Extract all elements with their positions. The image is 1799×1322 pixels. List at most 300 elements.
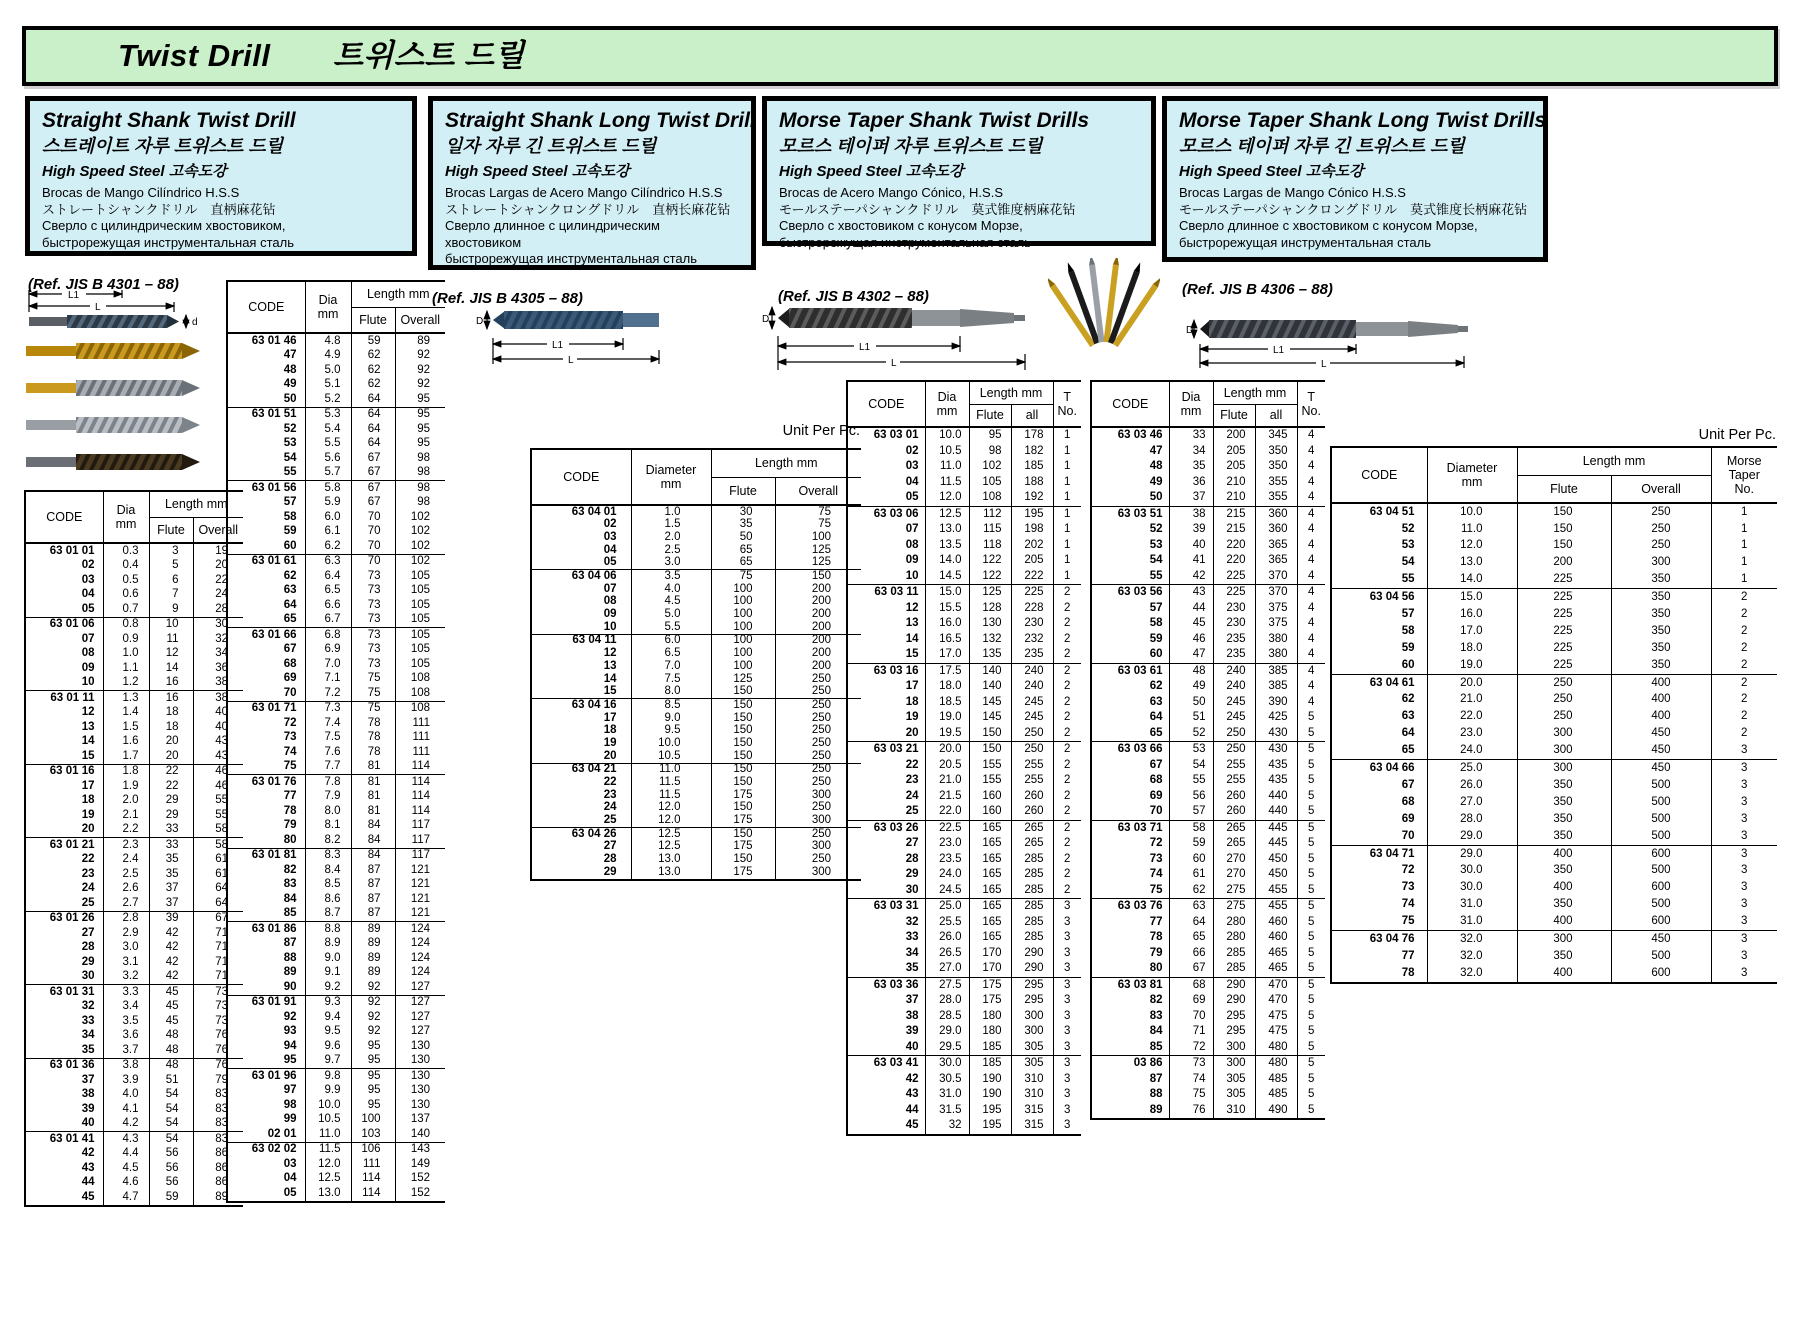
code-cell: 63 xyxy=(1091,695,1169,711)
dia-cell: 12.5 xyxy=(305,1172,351,1187)
dia-cell: 5.7 xyxy=(305,466,351,481)
overall-cell: 285 xyxy=(1011,852,1053,868)
table-row xyxy=(1331,726,1777,743)
code-cell: 63 01 41 xyxy=(25,1132,103,1147)
tno-cell: 4 xyxy=(1308,601,1315,614)
table-row xyxy=(1091,852,1325,868)
flute-cell: 62 xyxy=(351,378,395,393)
table-row xyxy=(1331,896,1777,913)
flute-cell: 95 xyxy=(351,1084,395,1099)
flute-cell: 45 xyxy=(149,985,193,1000)
flute-cell: 100 xyxy=(711,648,775,661)
flute-cell: 165 xyxy=(969,915,1011,931)
dia-cell: 7.8 xyxy=(305,775,351,790)
overall-cell: 95 xyxy=(395,407,445,422)
flute-cell: 56 xyxy=(149,1161,193,1176)
tno-cell: 3 xyxy=(1064,994,1071,1006)
section2-unit-per-pc-label: Unit Per Pc. xyxy=(782,423,860,439)
flute-cell: 295 xyxy=(1213,1009,1255,1025)
code-cell: 07 xyxy=(531,583,631,596)
tno-cell: 3 xyxy=(1741,829,1748,842)
overall-cell: 92 xyxy=(417,378,430,390)
overall-cell: 127 xyxy=(410,980,430,993)
overall-cell: 40 xyxy=(215,706,228,718)
flute-cell: 62 xyxy=(351,349,395,364)
overall-cell: 315 xyxy=(1011,1103,1053,1119)
table-row xyxy=(227,657,445,672)
tno-cell: 4 xyxy=(1297,427,1325,444)
code-cell: 75 xyxy=(227,760,305,775)
dia-cell: 33 xyxy=(1169,427,1213,444)
table-row xyxy=(1091,585,1325,601)
dim-label-l1: L1 xyxy=(552,340,564,351)
dia-cell: 0.9 xyxy=(103,632,149,647)
flute-cell: 170 xyxy=(969,961,1011,977)
code-cell: 63 03 01 xyxy=(847,427,925,444)
code-cell: 15 xyxy=(531,686,631,699)
table-row xyxy=(1091,569,1325,585)
flute-cell: 150 xyxy=(969,742,1011,758)
tno-cell: 5 xyxy=(1308,1009,1315,1022)
section2-title-ko: 일자 자루 긴 트위스트 드릴 xyxy=(445,136,657,156)
flute-cell: 200 xyxy=(1517,555,1611,572)
overall-cell: 46 xyxy=(193,764,243,779)
code-cell: 63 01 91 xyxy=(227,995,305,1010)
code-cell: 02 xyxy=(25,559,103,574)
code-cell: 68 xyxy=(227,657,305,672)
overall-cell: 205 xyxy=(1011,553,1053,569)
code-cell: 35 xyxy=(847,961,925,977)
overall-cell: 285 xyxy=(1011,899,1053,915)
overall-cell: 465 xyxy=(1255,961,1297,977)
dia-cell: 8.3 xyxy=(305,848,351,863)
table-row xyxy=(25,691,243,706)
code-cell: 29 xyxy=(531,866,631,880)
dia-cell: 23.0 xyxy=(1427,726,1517,743)
dia-cell: 1.4 xyxy=(103,706,149,721)
code-cell: 63 03 81 xyxy=(1091,977,1169,993)
code-cell: 58 xyxy=(227,510,305,525)
col-header-dia: Dia mm xyxy=(1169,381,1213,427)
tno-cell: 2 xyxy=(1711,674,1777,691)
overall-cell: 98 xyxy=(417,451,430,464)
tno-cell: 1 xyxy=(1064,475,1071,488)
dia-cell: 24.0 xyxy=(1427,742,1517,759)
code-cell: 63 01 46 xyxy=(227,333,305,349)
section1-drill-photos xyxy=(24,336,216,488)
code-cell: 17 xyxy=(531,712,631,725)
code-cell: 63 01 61 xyxy=(227,554,305,569)
overall-cell: 124 xyxy=(410,937,430,949)
flute-cell: 29 xyxy=(149,794,193,809)
table-row xyxy=(1331,572,1777,589)
flute-cell: 122 xyxy=(969,569,1011,585)
table-row xyxy=(847,899,1081,915)
overall-cell: 95 xyxy=(417,422,430,435)
table-row xyxy=(847,538,1081,554)
overall-cell: 202 xyxy=(1011,538,1053,554)
dia-cell: 46 xyxy=(1169,632,1213,648)
dia-cell: 54 xyxy=(1169,758,1213,774)
dia-cell: 9.0 xyxy=(305,951,351,966)
table-row xyxy=(227,363,445,378)
overall-cell: 260 xyxy=(1011,804,1053,820)
table-row xyxy=(227,1010,445,1025)
table-row xyxy=(25,661,243,676)
dia-cell: 26.0 xyxy=(1427,777,1517,794)
dia-cell: 4.3 xyxy=(103,1132,149,1147)
table-row xyxy=(1091,930,1325,946)
dim-label-l: L xyxy=(1321,359,1327,370)
flute-cell: 95 xyxy=(351,1039,395,1054)
code-cell: 75 xyxy=(1091,883,1169,899)
table-row xyxy=(227,819,445,834)
overall-cell: 149 xyxy=(410,1157,430,1170)
table-row xyxy=(227,790,445,805)
code-cell: 14 xyxy=(25,735,103,750)
flute-cell: 150 xyxy=(711,776,775,789)
table-row xyxy=(227,539,445,554)
overall-cell: 360 xyxy=(1255,506,1297,522)
overall-cell: 250 xyxy=(811,801,831,814)
overall-cell: 178 xyxy=(1011,427,1053,444)
table-row xyxy=(847,820,1081,836)
code-cell: 63 01 06 xyxy=(25,617,103,632)
dia-cell: 7.5 xyxy=(305,731,351,746)
code-cell: 85 xyxy=(227,907,305,922)
code-cell: 93 xyxy=(227,1025,305,1040)
code-cell: 63 04 71 xyxy=(1331,845,1427,862)
table-row xyxy=(25,1190,243,1206)
overall-cell: 450 xyxy=(1255,852,1297,868)
dia-cell: 22.0 xyxy=(1427,709,1517,726)
flute-cell: 155 xyxy=(969,773,1011,789)
section3-description-lines xyxy=(779,185,1139,251)
table-row xyxy=(847,1009,1081,1025)
flute-cell: 180 xyxy=(969,1009,1011,1025)
dia-cell: 22.0 xyxy=(925,804,969,820)
dia-cell: 9.5 xyxy=(305,1025,351,1040)
table-row xyxy=(227,745,445,760)
overall-cell: 455 xyxy=(1255,899,1297,915)
table-row xyxy=(1331,555,1777,572)
flute-cell: 240 xyxy=(1213,663,1255,679)
code-cell: 82 xyxy=(227,863,305,878)
tno-cell: 1 xyxy=(1064,538,1071,551)
tno-cell: 4 xyxy=(1308,648,1315,660)
table-row xyxy=(25,1029,243,1044)
table-row xyxy=(847,475,1081,491)
flute-cell: 225 xyxy=(1517,572,1611,589)
overall-cell: 450 xyxy=(1611,931,1711,948)
overall-cell: 490 xyxy=(1255,1103,1297,1120)
flute-cell: 150 xyxy=(711,802,775,815)
table-row xyxy=(25,706,243,721)
flute-cell: 92 xyxy=(351,995,395,1010)
code-cell: 68 xyxy=(1091,773,1169,789)
flute-cell: 190 xyxy=(969,1072,1011,1088)
overall-cell: 28 xyxy=(215,602,228,615)
header-line: хвостовиком xyxy=(445,234,522,250)
flute-cell: 300 xyxy=(1517,742,1611,759)
code-cell: 63 01 81 xyxy=(227,848,305,863)
overall-cell: 435 xyxy=(1255,758,1297,774)
code-cell: 63 04 16 xyxy=(531,699,631,712)
code-cell: 63 03 41 xyxy=(847,1056,925,1072)
dia-cell: 12.5 xyxy=(631,828,711,841)
dia-cell: 0.6 xyxy=(103,588,149,603)
flute-cell: 160 xyxy=(969,789,1011,805)
col-header-flute: Flute xyxy=(149,517,193,543)
flute-cell: 37 xyxy=(149,882,193,897)
table-row xyxy=(531,750,861,763)
overall-cell: 24 xyxy=(215,588,228,600)
code-cell: 55 xyxy=(227,466,305,481)
col-header-overall: Overall xyxy=(395,307,445,333)
table-row xyxy=(227,878,445,893)
flute-cell: 255 xyxy=(1213,758,1255,774)
dia-cell: 6.7 xyxy=(305,613,351,628)
flute-cell: 9 xyxy=(149,602,193,617)
dia-cell: 20.5 xyxy=(925,758,969,774)
code-cell: 84 xyxy=(227,892,305,907)
dia-cell: 12.0 xyxy=(631,802,711,815)
section1-description-lines xyxy=(42,185,400,251)
table-row xyxy=(847,993,1081,1009)
tno-cell: 3 xyxy=(1064,1088,1071,1100)
flute-cell: 35 xyxy=(711,519,775,532)
dia-cell: 28.5 xyxy=(925,1009,969,1025)
dia-cell: 57 xyxy=(1169,804,1213,820)
overall-cell: 475 xyxy=(1255,1024,1297,1040)
flute-cell: 210 xyxy=(1213,490,1255,506)
dia-cell: 7.1 xyxy=(305,672,351,687)
table-row xyxy=(25,764,243,779)
tno-cell: 3 xyxy=(1741,949,1748,962)
dia-cell: 2.8 xyxy=(103,911,149,926)
flute-cell: 100 xyxy=(351,1113,395,1128)
table-row xyxy=(1331,692,1777,709)
code-cell: 47 xyxy=(227,349,305,364)
overall-cell: 310 xyxy=(1011,1072,1053,1088)
code-cell: 09 xyxy=(847,553,925,569)
flute-cell: 160 xyxy=(969,804,1011,820)
table-row xyxy=(227,775,445,790)
table-row xyxy=(227,1113,445,1128)
code-cell: 03 xyxy=(531,531,631,544)
dia-cell: 3.2 xyxy=(103,970,149,985)
flute-cell: 81 xyxy=(351,775,395,790)
overall-cell: 182 xyxy=(1011,444,1053,460)
overall-cell: 140 xyxy=(410,1127,430,1140)
overall-cell: 350 xyxy=(1611,640,1711,657)
overall-cell: 117 xyxy=(411,833,430,846)
tno-cell: 2 xyxy=(1064,648,1071,660)
overall-cell: 315 xyxy=(1011,1118,1053,1135)
dia-cell: 9.5 xyxy=(631,725,711,738)
dia-cell: 2.5 xyxy=(103,867,149,882)
dia-cell: 19.5 xyxy=(925,726,969,742)
code-cell: 63 03 26 xyxy=(847,820,925,836)
header-line: Сверло длинное с хвостовиком с конусом Морзе, xyxy=(1179,218,1478,233)
dia-cell: 13.5 xyxy=(925,538,969,554)
code-cell: 03 86 xyxy=(1091,1056,1169,1072)
flute-cell: 118 xyxy=(969,538,1011,554)
dia-cell: 12.5 xyxy=(925,506,969,522)
code-cell: 58 xyxy=(1091,616,1169,632)
overall-cell: 250 xyxy=(811,853,831,866)
overall-cell: 230 xyxy=(1011,616,1053,632)
flute-cell: 67 xyxy=(351,496,395,511)
col-header-code: CODE xyxy=(25,491,103,543)
dia-cell: 8.4 xyxy=(305,863,351,878)
code-cell: 63 03 36 xyxy=(847,977,925,993)
flute-cell: 300 xyxy=(1213,1056,1255,1072)
flute-cell: 95 xyxy=(351,1054,395,1069)
overall-cell: 64 xyxy=(215,882,228,894)
table-row xyxy=(1331,777,1777,794)
dia-cell: 22.5 xyxy=(925,820,969,836)
tno-cell: 3 xyxy=(1053,899,1081,915)
overall-cell: 58 xyxy=(215,823,228,835)
table-row xyxy=(1331,760,1777,777)
table-row xyxy=(25,573,243,588)
flute-cell: 150 xyxy=(711,725,775,738)
table-row xyxy=(25,823,243,838)
tno-cell: 4 xyxy=(1297,585,1325,601)
dia-cell: 30.0 xyxy=(1427,880,1517,897)
dia-cell: 29.0 xyxy=(925,1024,969,1040)
code-cell: 02 01 xyxy=(227,1127,305,1142)
flute-cell: 225 xyxy=(1517,657,1611,674)
overall-cell: 108 xyxy=(410,672,430,684)
code-cell: 63 04 11 xyxy=(531,634,631,647)
overall-cell: 250 xyxy=(811,736,831,749)
table-row xyxy=(1331,794,1777,811)
taper-shank-drill-icon xyxy=(1200,320,1468,338)
table-row xyxy=(1091,1087,1325,1103)
dia-cell: 34 xyxy=(1169,444,1213,460)
code-cell: 63 xyxy=(227,584,305,599)
table-row xyxy=(1091,773,1325,789)
dia-cell: 11.0 xyxy=(1427,521,1517,538)
dia-cell: 31.0 xyxy=(925,1087,969,1103)
dia-cell: 30.0 xyxy=(925,1056,969,1072)
table-row xyxy=(847,1024,1081,1040)
dia-cell: 1.7 xyxy=(103,749,149,764)
table-row xyxy=(847,915,1081,931)
code-cell: 63 01 11 xyxy=(25,691,103,706)
code-cell: 65 xyxy=(1331,742,1427,759)
table-row xyxy=(25,1102,243,1117)
flute-cell: 265 xyxy=(1213,836,1255,852)
dia-cell: 64 xyxy=(1169,915,1213,931)
dia-cell: 4.1 xyxy=(103,1102,149,1117)
tno-cell: 5 xyxy=(1297,977,1325,993)
header-line: Brocas Largas de Mango Cónico H.S.S xyxy=(1179,185,1406,200)
tno-cell: 2 xyxy=(1741,710,1748,723)
code-cell: 63 xyxy=(1331,709,1427,726)
table-row xyxy=(25,911,243,926)
dia-cell: 1.9 xyxy=(103,779,149,794)
code-cell: 38 xyxy=(847,1009,925,1025)
overall-cell: 600 xyxy=(1611,965,1711,983)
flute-cell: 84 xyxy=(351,819,395,834)
flute-cell: 65 xyxy=(711,544,775,557)
overall-cell: 250 xyxy=(811,711,831,724)
overall-cell: 55 xyxy=(215,808,228,821)
code-cell: 63 04 56 xyxy=(1331,589,1427,606)
code-cell: 15 xyxy=(25,749,103,764)
dia-cell: 4.9 xyxy=(305,349,351,364)
code-cell: 63 03 21 xyxy=(847,742,925,758)
table-row xyxy=(1091,742,1325,758)
table-row xyxy=(531,596,861,609)
code-cell: 85 xyxy=(1091,1040,1169,1056)
table-row xyxy=(1091,836,1325,852)
flute-cell: 54 xyxy=(149,1102,193,1117)
code-cell: 34 xyxy=(25,1029,103,1044)
flute-cell: 56 xyxy=(149,1176,193,1191)
dia-cell: 6.5 xyxy=(305,584,351,599)
code-cell: 63 01 21 xyxy=(25,838,103,853)
flute-cell: 7 xyxy=(149,588,193,603)
overall-cell: 98 xyxy=(395,481,445,496)
overall-cell: 38 xyxy=(193,691,243,706)
overall-cell: 79 xyxy=(215,1073,228,1086)
flute-cell: 64 xyxy=(351,407,395,422)
tno-cell: 2 xyxy=(1053,742,1081,758)
code-cell: 19 xyxy=(25,808,103,823)
dia-cell: 6.4 xyxy=(305,569,351,584)
header-line: Сверло длинное с цилиндрическим xyxy=(445,218,660,233)
table-row xyxy=(531,725,861,738)
table-row xyxy=(847,663,1081,679)
flute-cell: 300 xyxy=(1517,931,1611,948)
overall-cell: 98 xyxy=(417,496,430,508)
tno-cell: 2 xyxy=(1741,624,1748,637)
flute-cell: 78 xyxy=(351,731,395,746)
dia-cell: 11.0 xyxy=(925,459,969,475)
table-row xyxy=(227,1098,445,1113)
overall-cell: 285 xyxy=(1011,915,1053,931)
code-cell: 29 xyxy=(25,955,103,970)
tno-cell: 5 xyxy=(1308,931,1315,943)
table-row xyxy=(227,554,445,569)
table-row xyxy=(847,1118,1081,1135)
dia-cell: 9.8 xyxy=(305,1069,351,1084)
flute-cell: 92 xyxy=(351,980,395,995)
flute-cell: 18 xyxy=(149,720,193,735)
dia-cell: 6.9 xyxy=(305,643,351,658)
flute-cell: 250 xyxy=(1517,709,1611,726)
overall-cell: 250 xyxy=(811,685,831,698)
overall-cell: 76 xyxy=(193,1058,243,1073)
dia-cell: 10.0 xyxy=(305,1098,351,1113)
tno-cell: 2 xyxy=(1064,695,1071,708)
flute-cell: 95 xyxy=(351,1098,395,1113)
overall-cell: 92 xyxy=(417,349,430,361)
overall-cell: 430 xyxy=(1255,726,1297,742)
code-cell: 18 xyxy=(531,725,631,738)
overall-cell: 445 xyxy=(1255,836,1297,852)
code-cell: 03 xyxy=(847,459,925,475)
flute-cell: 73 xyxy=(351,643,395,658)
table-row xyxy=(847,1072,1081,1088)
section1-title-ko: 스트레이트 자루 트위스트 드릴 xyxy=(42,136,284,156)
tno-cell: 3 xyxy=(1741,966,1748,979)
flute-cell: 150 xyxy=(1517,521,1611,538)
